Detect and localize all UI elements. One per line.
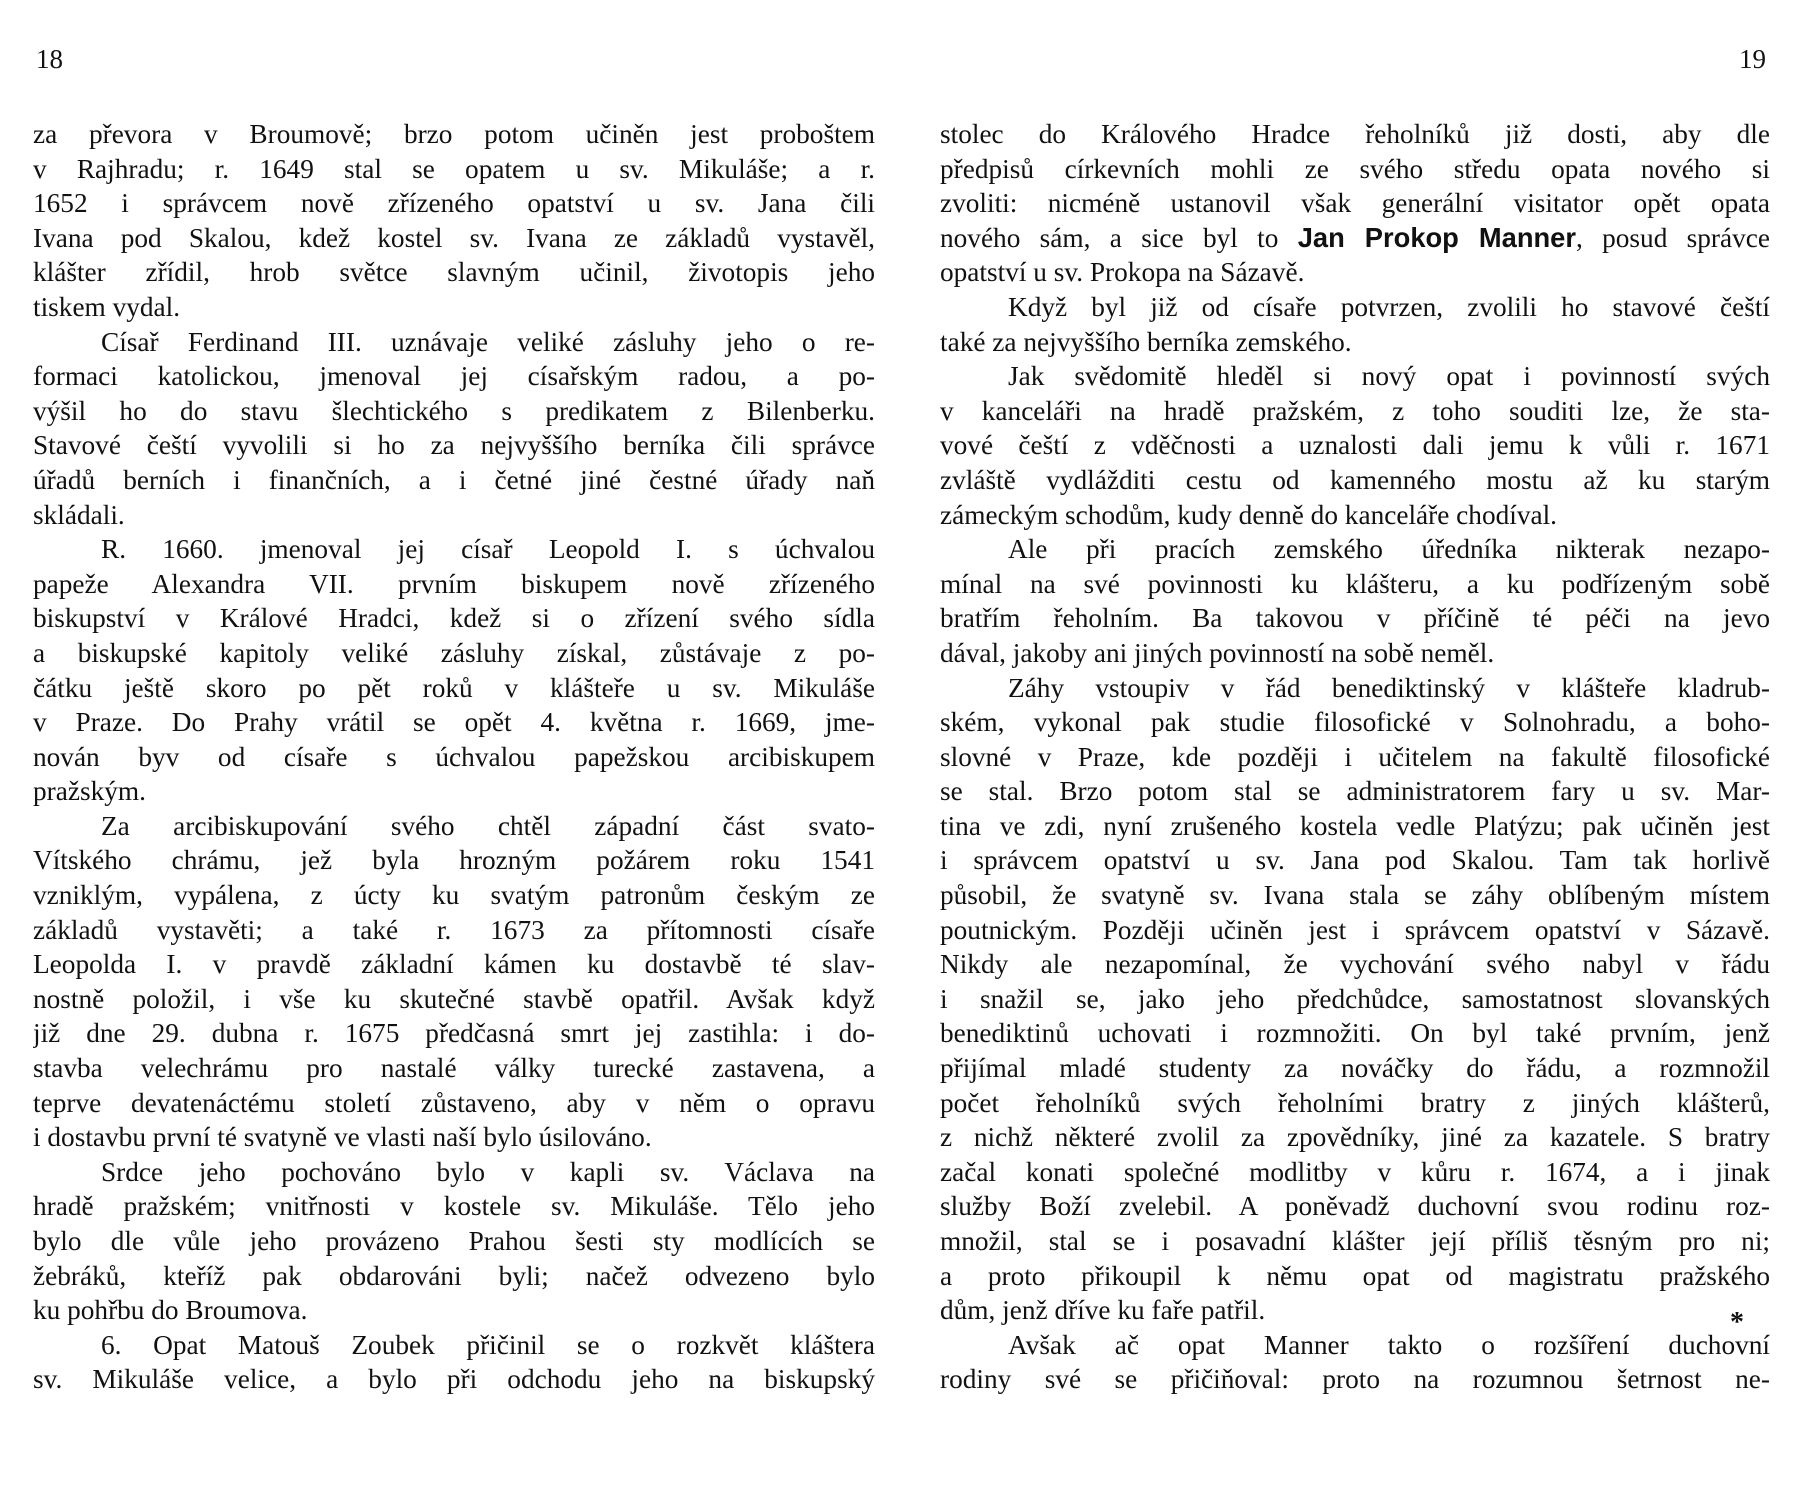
text-line: nován byv od císaře s úchvalou papežskou arcibiskupem (33, 741, 875, 772)
bold-name: Jan Prokop Manner (1297, 221, 1576, 253)
text-line: i snažil se, jako jeho předchůdce, samostatnost slovanských (940, 983, 1770, 1014)
text-line: služby Boží zvelebil. A poněvadž duchovní svou rodinu roz- (940, 1191, 1770, 1222)
footnote-asterisk: * (1730, 1307, 1744, 1338)
text-line: skládali. (33, 499, 125, 530)
text-line: dům, jenž dříve ku faře patřil. (940, 1295, 1266, 1326)
text-line: formaci katolickou, jmenoval jej císařským radou, a po- (33, 361, 875, 392)
text-line: dával, jakoby ani jiných povinností na sobě neměl. (940, 637, 1495, 668)
text-line: Ivana pod Skalou, kdež kostel sv. Ivana ze základů vystavěl, (33, 222, 875, 253)
text-line: Nikdy ale nezapomínal, že vychování svého nabyl v řádu (940, 949, 1770, 980)
text-line: předpisů církevních mohli ze svého středu opata nového si (940, 153, 1770, 184)
text-line: Za arcibiskupování svého chtěl západní část svato- (101, 810, 875, 841)
text-line: i dostavbu první té svatyně ve vlasti naší bylo úsilováno. (33, 1122, 652, 1153)
text-line: R. 1660. jmenoval jej císař Leopold I. s úchvalou (101, 534, 875, 565)
text-line: biskupství v Králové Hradci, kdež si o zřízení svého sídla (33, 603, 875, 634)
text-line: slovné v Praze, kde později i učitelem na fakultě filosofické (940, 741, 1770, 772)
text-line: ku pohřbu do Broumova. (33, 1295, 308, 1326)
text-line: papeže Alexandra VII. prvním biskupem nově zřízeného (33, 568, 875, 599)
text-line: bratřím řeholním. Ba takovou v příčině té péči na jevo (940, 603, 1770, 634)
text-line: množil, stal se i posavadní klášter její příliš těsným pro ni; (940, 1226, 1770, 1256)
text-line: rodiny své se přičiňoval: proto na rozumnou šetrnost ne- (940, 1364, 1770, 1395)
text-line: zámeckým schodům, kudy denně do kanceláře chodíval. (940, 499, 1557, 530)
text-line: Císař Ferdinand III. uznávaje veliké zásluhy jeho o re- (101, 326, 875, 357)
text-line: působil, že svatyně sv. Ivana stala se záhy oblíbeným místem (940, 880, 1770, 911)
text-line: základů vystavěti; a také r. 1673 za přítomnosti císaře (33, 914, 875, 945)
text-line: se stal. Brzo potom stal se administratorem fary u sv. Mar- (940, 776, 1770, 807)
text-line: a biskupské kapitoly veliké zásluhy získal, zůstávaje z po- (33, 637, 875, 668)
text-line: zvláště vydlážditi cestu od kamenného mostu až ku starým (940, 464, 1770, 495)
text-segment: nového sám, a sice byl to (940, 222, 1298, 253)
text-line: z nichž některé zvolil za zpovědníky, jiné za kazatele. S bratry (940, 1122, 1770, 1153)
text-line: čátku ještě skoro po pět roků v klášteře u sv. Mikuláše (33, 672, 875, 703)
text-line: hradě pražském; vnitřnosti v kostele sv. Mikuláše. Tělo jeho (33, 1191, 875, 1222)
text-line: v kanceláři na hradě pražském, z toho souditi lze, že sta- (940, 395, 1770, 426)
text-line: Stavové čeští vyvolili si ho za nejvyššího berníka čili správce (33, 430, 875, 461)
page-number-left: 18 (36, 44, 63, 74)
text-line: vzniklým, vypálena, z úcty ku svatým patronům českým ze (33, 880, 875, 911)
left-page-text (33, 117, 875, 1397)
text-line: v Rajhradu; r. 1649 stal se opatem u sv. Mikuláše; a r. (33, 153, 875, 184)
text-line: v Praze. Do Prahy vrátil se opět 4. května r. 1669, jme- (33, 707, 875, 738)
text-line: přijímal mladé studenty za nováčky do řádu, a rozmnožil (940, 1053, 1770, 1084)
text-line: Leopolda I. v pravdě základní kámen ku dostavbě té slav- (33, 949, 875, 980)
text-line: začal konati společné modlitby v kůru r. 1674, a i jinak (940, 1156, 1770, 1187)
text-line: poutnickým. Později učiněn jest i správcem opatství v Sázavě. (940, 914, 1770, 945)
text-line: Záhy vstoupiv v řád benediktinský v klášteře kladrub- (1008, 672, 1770, 703)
text-line: tiskem vydal. (33, 291, 181, 322)
text-line: již dne 29. dubna r. 1675 předčasná smrt jej zastihla: i do- (33, 1018, 875, 1049)
right-page-text (940, 117, 1770, 1397)
text-line: Avšak ač opat Manner takto o rozšíření duchovní (1008, 1329, 1770, 1360)
text-line: žebráků, kteříž pak obdarováni byli; načež odvezeno bylo (33, 1260, 875, 1291)
right-page (899, 0, 1798, 1500)
text-line: počet řeholníků svých řeholními bratry z jiných klášterů, (940, 1087, 1770, 1118)
text-line: opatství u sv. Prokopa na Sázavě. (940, 257, 1305, 288)
text-line: a proto přikoupil k němu opat od magistratu pražského (940, 1260, 1770, 1291)
text-line: nostně položil, i vše ku skutečné stavbě opatřil. Avšak když (33, 983, 875, 1014)
text-line: mínal na své povinnosti ku klášteru, a ku podřízeným sobě (940, 568, 1770, 599)
text-line: sv. Mikuláše velice, a bylo při odchodu jeho na biskupský (33, 1364, 875, 1395)
text-line: 1652 i správcem nově zřízeného opatství u sv. Jana čili (33, 188, 875, 219)
text-line: za převora v Broumově; brzo potom učiněn jest proboštem (33, 119, 875, 149)
page-number-right: 19 (1739, 44, 1766, 74)
text-line: stavba velechrámu pro nastalé války turecké zastavena, a (33, 1053, 875, 1084)
text-line: tina ve zdi, nyní zrušeného kostela vedle Platýzu; pak učiněn jest (940, 810, 1770, 841)
text-segment: , posud správce (1576, 222, 1770, 253)
text-line: Vítského chrámu, jež byla hrozným požárem roku 1541 (33, 845, 875, 876)
text-line: Srdce jeho pochováno bylo v kapli sv. Václava na (101, 1156, 875, 1187)
text-line: výšil ho do stavu šlechtického s predikatem z Bilenberku. (33, 395, 875, 426)
text-line: úřadů berních i finančních, a i četné jiné čestné úřady naň (33, 464, 875, 495)
text-line: Když byl již od císaře potvrzen, zvolili ho stavové čeští (1008, 291, 1770, 322)
text-line: Jak svědomitě hleděl si nový opat i povinností svých (1008, 361, 1770, 392)
text-line: ském, vykonal pak studie filosofické v Solnohradu, a boho- (940, 707, 1770, 738)
text-line: Ale při pracích zemského úředníka nikterak nezapo- (1008, 534, 1770, 565)
text-line: i správcem opatství u sv. Jana pod Skalou. Tam tak horlivě (940, 845, 1770, 876)
text-line: 6. Opat Matouš Zoubek přičinil se o rozkvět kláštera (101, 1329, 875, 1360)
text-line: stolec do Králového Hradce řeholníků již dosti, aby dle (940, 119, 1770, 149)
text-line: klášter zřídil, hrob světce slavným učinil, životopis jeho (33, 257, 875, 288)
text-line: pražským. (33, 776, 146, 807)
text-line: benediktinů uchovati i rozmnožiti. On byl také prvním, jenž (940, 1018, 1770, 1049)
text-line: teprve devatenáctému století zůstaveno, aby v něm o opravu (33, 1087, 875, 1118)
text-line: také za nejvyššího berníka zemského. (940, 326, 1352, 357)
text-line: zvoliti: nicméně ustanovil však generální visitator opět opata (940, 188, 1770, 219)
text-line (940, 221, 1770, 256)
text-line: vové čeští z vděčnosti a uznalosti dali jemu k vůli r. 1671 (940, 430, 1770, 461)
text-line: bylo dle vůle jeho provázeno Prahou šesti sty modlících se (33, 1226, 875, 1256)
